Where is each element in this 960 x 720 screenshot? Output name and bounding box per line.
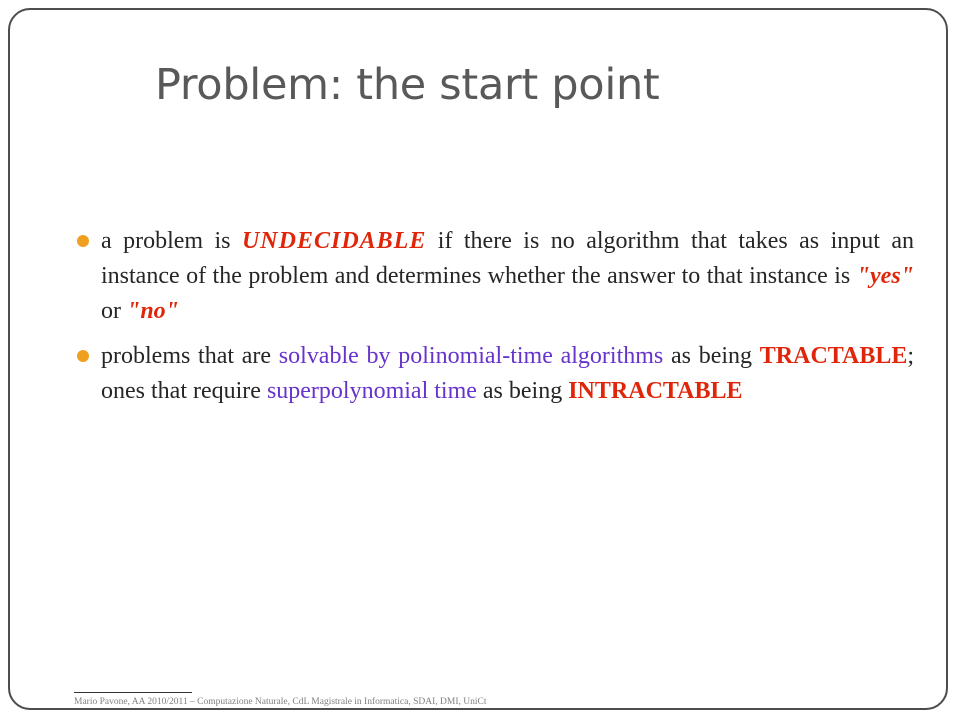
term-tractable: TRACTABLE [759,343,908,369]
slide-footer: Mario Pavone, AA 2010/2011 – Computazione Naturale, CdL Magistrale in Informatica, SDAI, DMI, UniCt [74,697,487,707]
bullet-text: problems that are [101,343,279,369]
bullet-tractable [76,339,914,409]
term-yes: "yes" [856,263,914,289]
term-no: "no" [127,298,179,324]
term-intractable: INTRACTABLE [568,378,743,404]
slide-title: Problem: the start point [155,60,660,110]
bullet-text: a problem is [101,228,242,254]
term-superpolynomial: superpolynomial time [266,378,477,404]
bullet-text: or [101,298,127,324]
bullet-undecidable [76,224,914,329]
bullet-dot-icon [77,235,89,247]
bullet-dot-icon [77,350,89,362]
slide-frame [8,8,948,710]
footer-divider [74,692,192,693]
bullet-text: as being [476,378,569,404]
bullet-text: if there is no algorithm that takes as input an instance of the problem and determines whether the answer to that instance is [101,228,914,289]
term-undecidable: UNDECIDABLE [241,228,427,254]
bullet-text: ; ones that require [101,343,915,404]
bullet-text: as being [663,343,760,369]
term-solvable: solvable by polinomial-time algorithms [278,343,664,369]
bullet-list [76,224,914,419]
